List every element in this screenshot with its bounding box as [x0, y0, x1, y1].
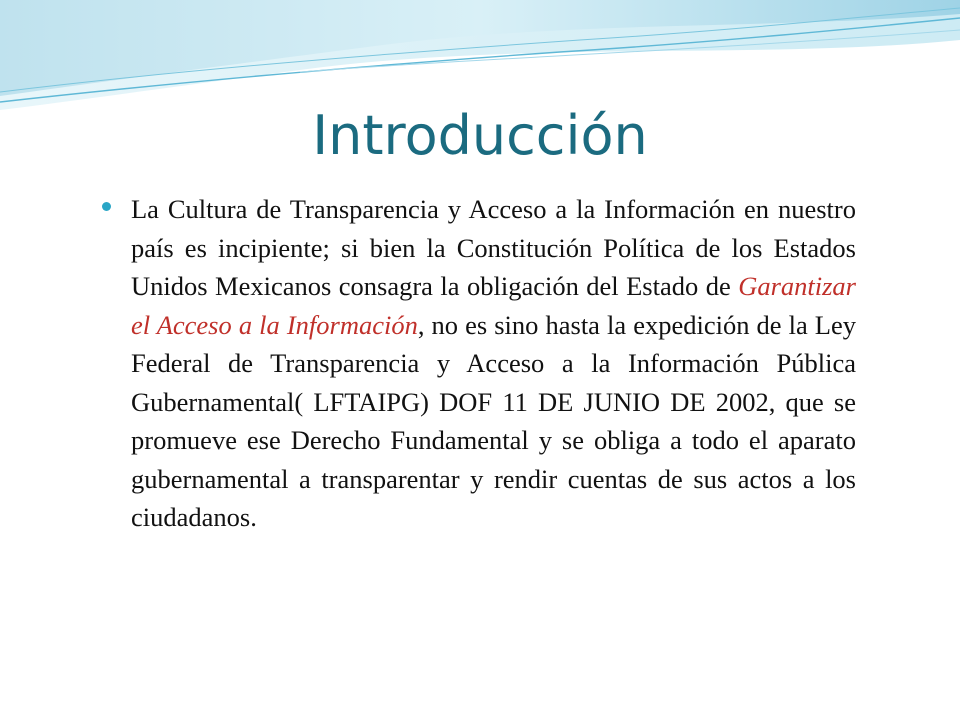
slide-title: Introducción — [312, 104, 648, 167]
paragraph-text-end: , no es sino hasta la expedición de la Ley Federal de Transparencia y Acceso a la Información Pública Gubernamental( LFTAIPG) DOF 11 DE JUNIO DE 2002, que se promueve ese Derecho Fundamental y se obliga a todo el aparato gubernamental a transparentar y rendir cuentas de sus actos a los ciudadanos. — [131, 309, 857, 532]
round-bullet-icon — [102, 202, 111, 211]
paragraph-text-start: La Cultura de Transparencia y Acceso a la Información en nuestro país es incipiente; si bien la Constitución Política de los Estados Unidos Mexicanos consagra la obligación del Estado de — [131, 194, 856, 301]
body-paragraph — [131, 190, 856, 537]
paragraph-highlight: Garantizar el Acceso a la Información — [131, 271, 856, 340]
